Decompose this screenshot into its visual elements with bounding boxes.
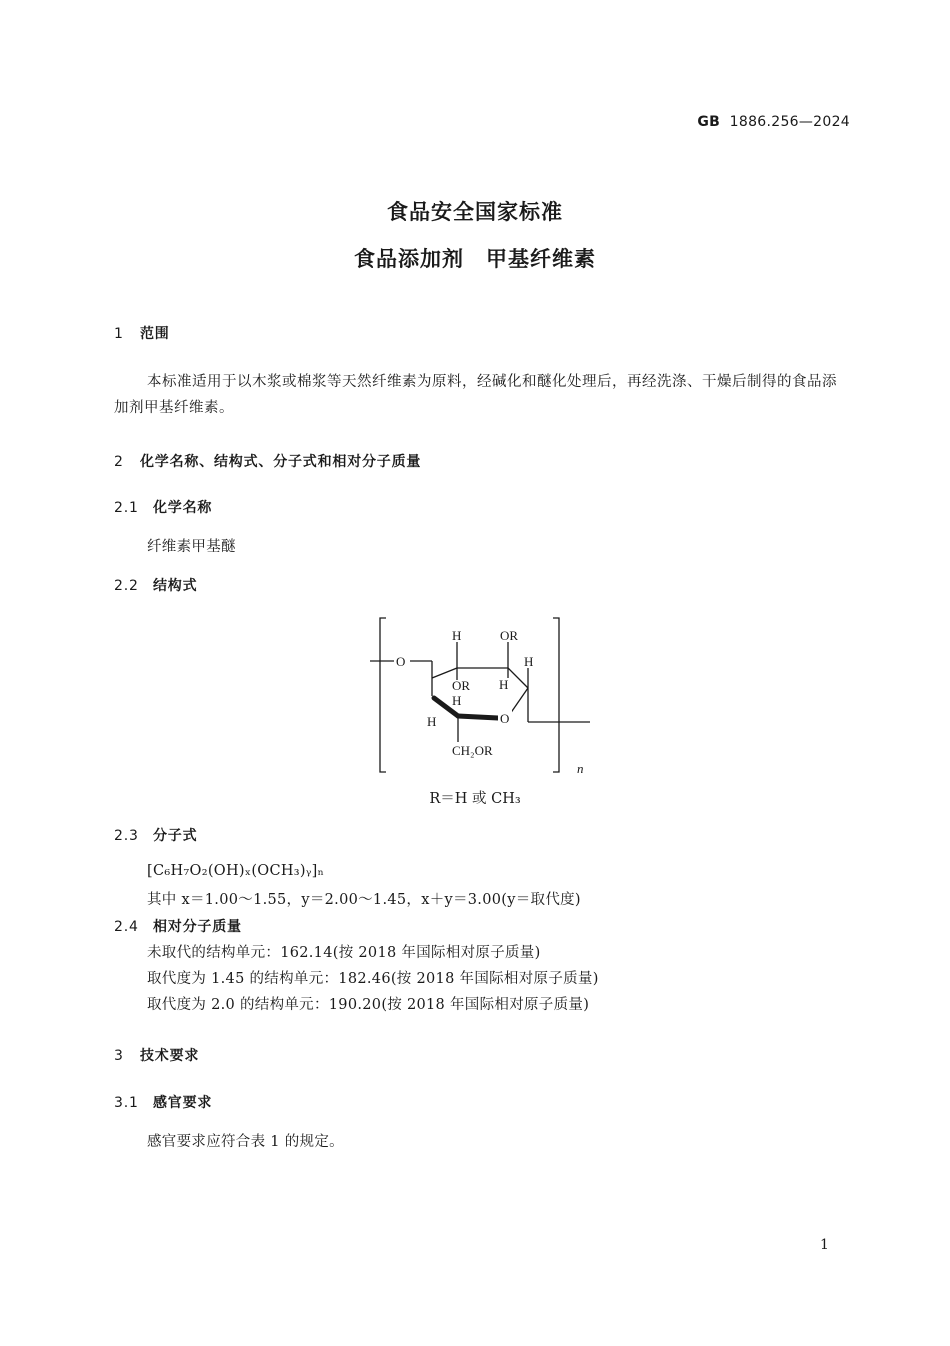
right-bracket bbox=[553, 618, 559, 772]
main-title: 食品安全国家标准 bbox=[387, 200, 563, 224]
section-title: 范围 bbox=[140, 326, 170, 342]
mass-line-1: 未取代的结构单元：162.14(按 2018 年国际相对原子质量) bbox=[147, 945, 541, 961]
section-2-1-heading bbox=[114, 497, 212, 517]
label-o-link: O bbox=[396, 654, 406, 669]
label-o-ring: O bbox=[500, 711, 510, 726]
mass-line-3: 取代度为 2.0 的结构单元：190.20(按 2018 年国际相对原子质量) bbox=[147, 997, 590, 1013]
sub-title: 食品添加剂 甲基纤维素 bbox=[354, 247, 596, 271]
section-title: 感官要求 bbox=[153, 1095, 213, 1111]
section-2-heading bbox=[114, 451, 421, 471]
section-number: 2.4 bbox=[114, 919, 139, 935]
standard-code bbox=[697, 114, 850, 130]
section-title: 化学名称 bbox=[153, 500, 213, 516]
section-title: 结构式 bbox=[153, 578, 198, 594]
section-title: 分子式 bbox=[153, 828, 198, 844]
label-h-lower: H bbox=[452, 693, 462, 708]
section-number: 2.1 bbox=[114, 500, 139, 516]
section-title: 相对分子质量 bbox=[153, 919, 242, 935]
section-1-heading bbox=[114, 323, 170, 343]
section-3-1-heading bbox=[114, 1092, 212, 1112]
section-2-3-heading bbox=[114, 825, 197, 845]
label-h-left: H bbox=[427, 714, 437, 729]
section-2-4-heading bbox=[114, 916, 242, 936]
section-number: 2.2 bbox=[114, 578, 139, 594]
chemical-name: 纤维素甲基醚 bbox=[147, 539, 236, 555]
structure-caption: R＝H 或 CH₃ bbox=[429, 791, 521, 807]
label-h-top-left: H bbox=[452, 628, 462, 643]
standard-number: 1886.256—2024 bbox=[729, 114, 850, 130]
label-or-mid: OR bbox=[452, 678, 471, 693]
formula-note: 其中 x＝1.00～1.55，y＝2.00～1.45，x＋y＝3.00(y＝取代度) bbox=[147, 892, 581, 908]
page-number: 1 bbox=[820, 1237, 829, 1253]
label-n: n bbox=[577, 761, 584, 776]
section-number: 3 bbox=[114, 1048, 124, 1064]
section-number: 2.3 bbox=[114, 828, 139, 844]
molecular-formula: [C₆H₇O₂(OH)ₓ(OCH₃)ᵧ]ₙ bbox=[147, 863, 325, 879]
mass-line-2: 取代度为 1.45 的结构单元：182.46(按 2018 年国际相对原子质量) bbox=[147, 971, 599, 987]
section-title: 化学名称、结构式、分子式和相对分子质量 bbox=[140, 454, 422, 470]
section-title: 技术要求 bbox=[140, 1048, 200, 1064]
standard-prefix: GB bbox=[697, 114, 721, 130]
left-bracket bbox=[380, 618, 386, 772]
structural-formula bbox=[360, 610, 610, 785]
section-number: 1 bbox=[114, 326, 124, 342]
sensory-requirement-text: 感官要求应符合表 1 的规定。 bbox=[147, 1134, 344, 1150]
section-number: 3.1 bbox=[114, 1095, 139, 1111]
section-2-2-heading bbox=[114, 575, 197, 595]
label-h-mid: H bbox=[499, 677, 509, 692]
section-3-heading bbox=[114, 1045, 199, 1065]
label-h-right: H bbox=[524, 654, 534, 669]
section-number: 2 bbox=[114, 454, 124, 470]
label-ch2or: CH₂OR bbox=[452, 743, 493, 758]
scope-paragraph: 本标准适用于以木浆或棉浆等天然纤维素为原料，经碱化和醚化处理后，再经洗涤、干燥后制得的食品添加剂甲基纤维素。 bbox=[114, 374, 837, 416]
label-or-top: OR bbox=[500, 628, 519, 643]
